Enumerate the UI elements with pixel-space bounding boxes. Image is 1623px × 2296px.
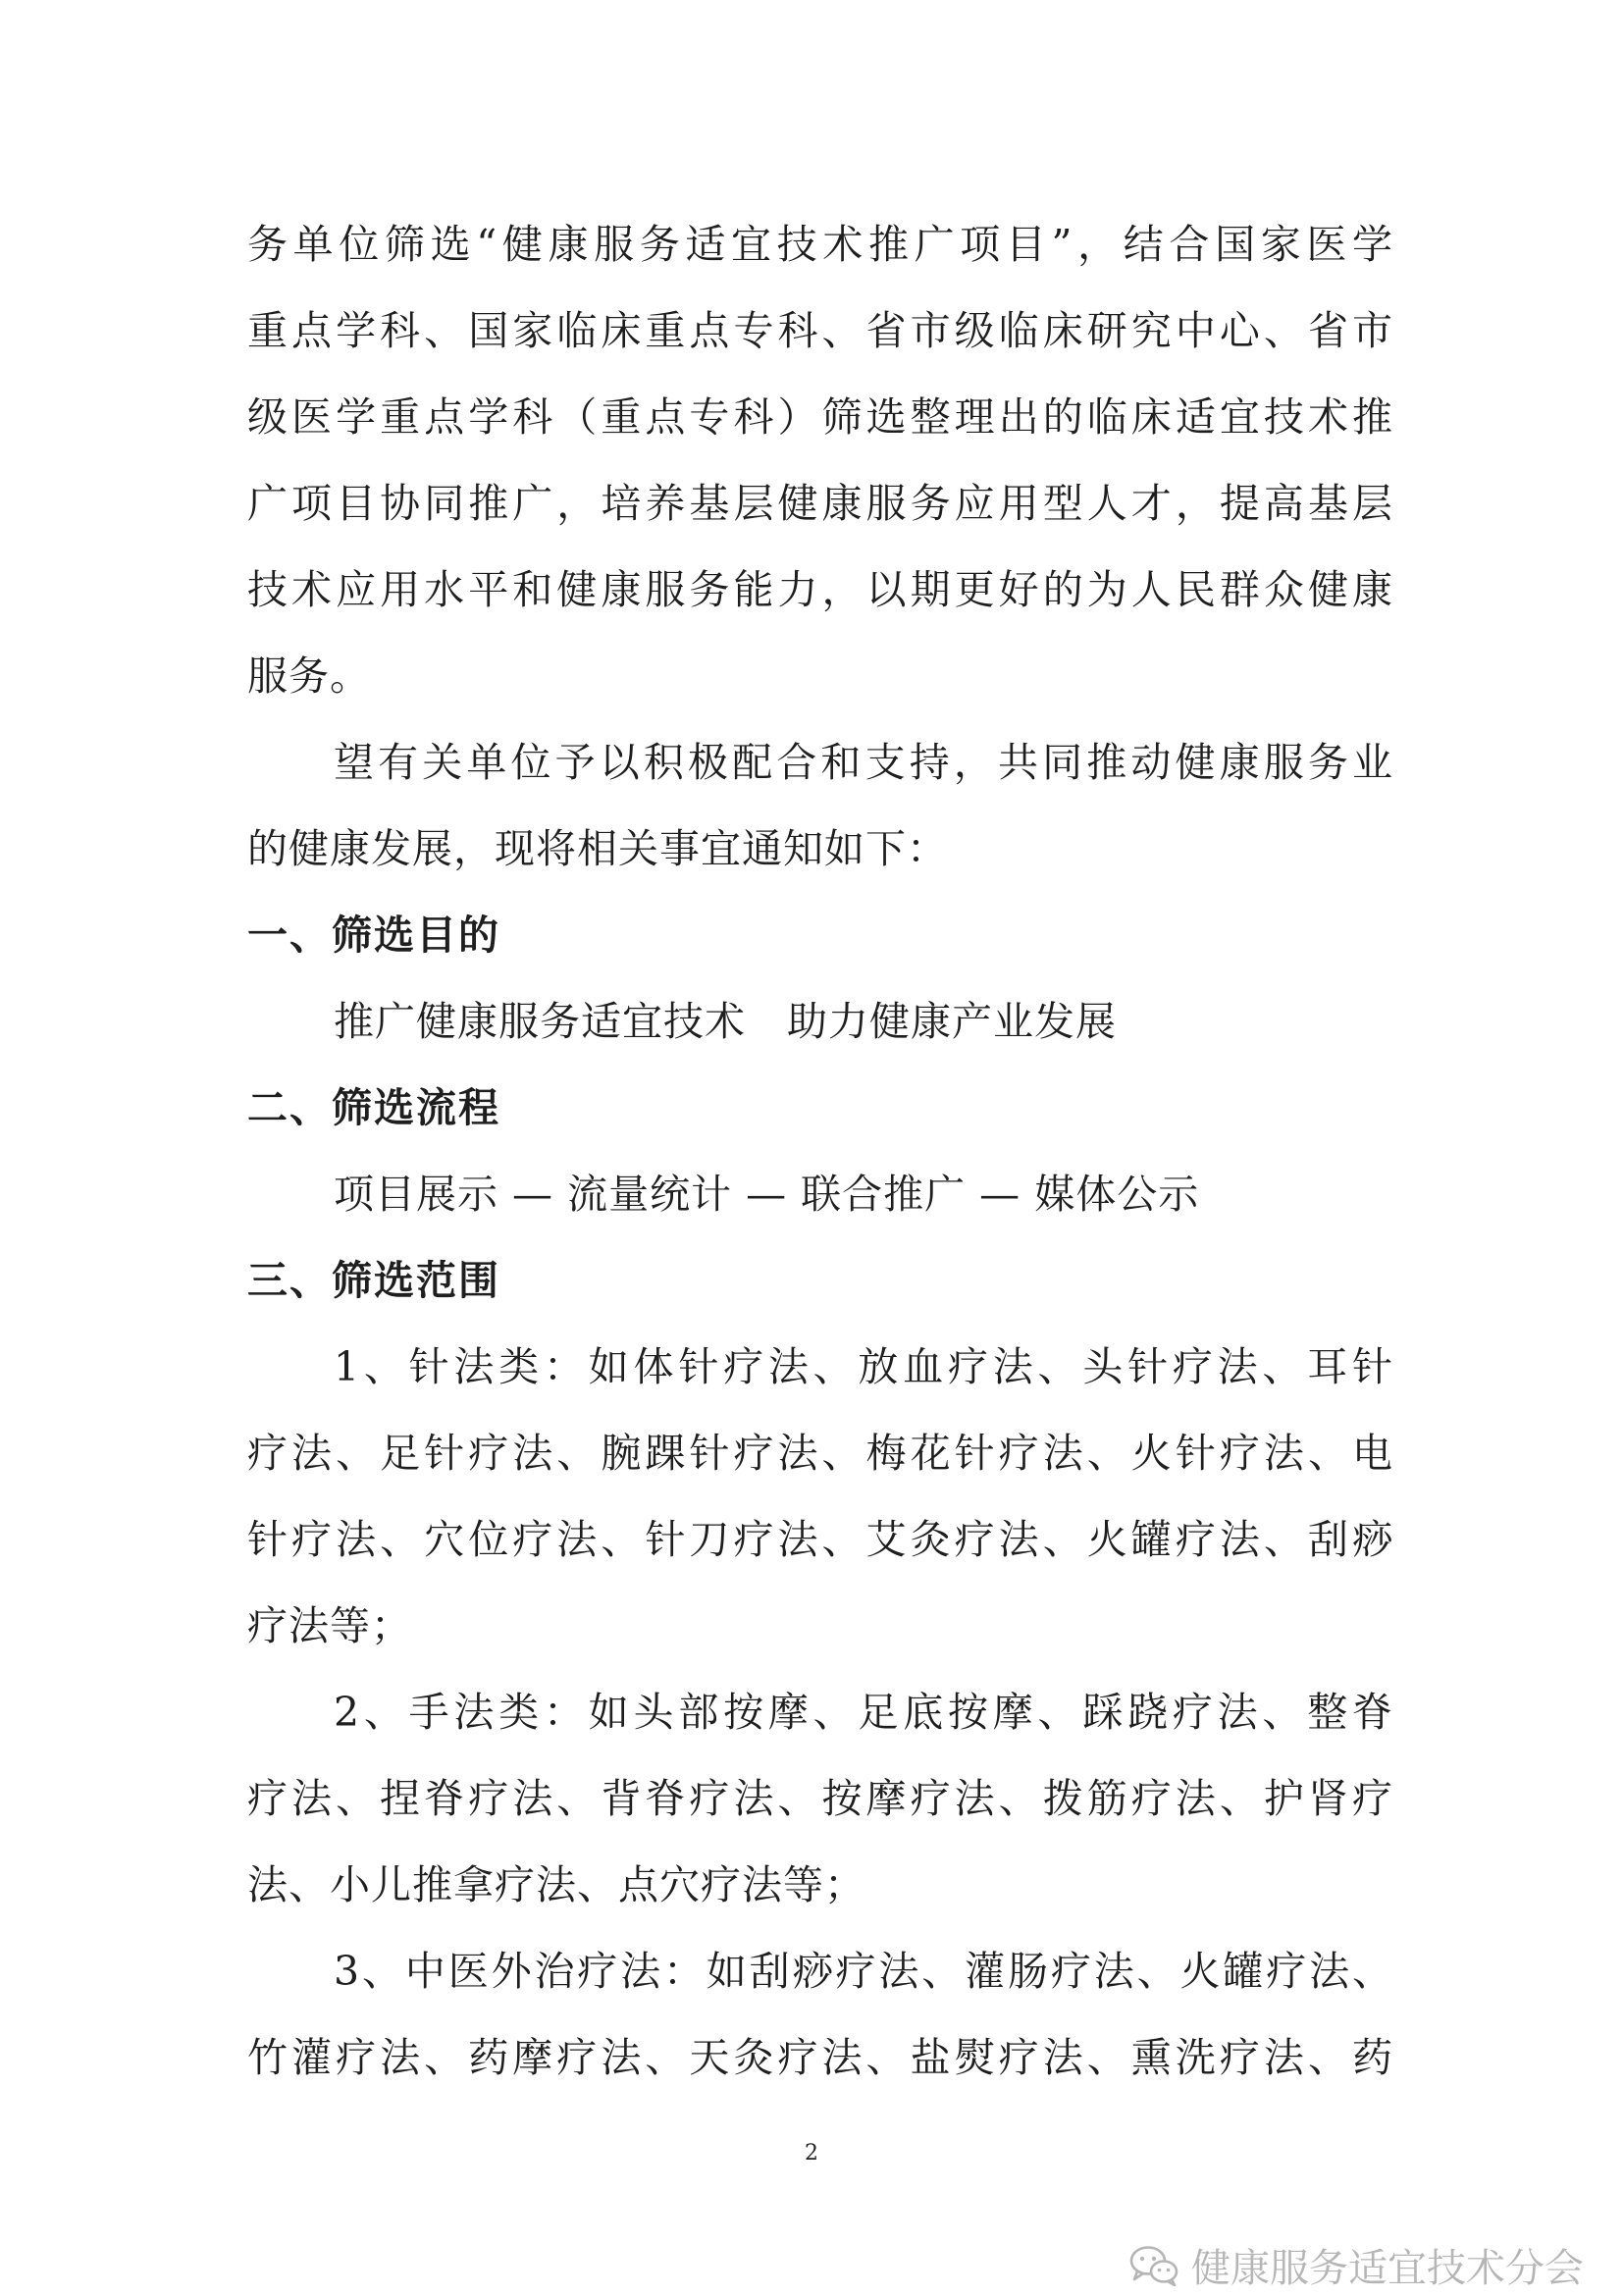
body-line: 重点学科、国家临床重点专科、省市级临床研究中心、省市 <box>247 307 1393 354</box>
body-line: 项目展示 — 流量统计 — 联合推广 — 媒体公示 <box>334 1171 1200 1218</box>
section-heading-purpose: 一、筛选目的 <box>247 912 500 959</box>
body-line: 法、小儿推拿疗法、点穴疗法等； <box>247 1861 865 1908</box>
body-line: 推广健康服务适宜技术 助力健康产业发展 <box>334 998 1117 1045</box>
body-line: 技术应用水平和健康服务能力，以期更好的为人民群众健康 <box>247 566 1393 613</box>
body-line: 服务。 <box>247 652 371 700</box>
body-line: 广项目协同推广，培养基层健康服务应用型人才，提高基层 <box>247 480 1393 527</box>
watermark-text: 健康服务适宜技术分会 <box>1191 2246 1584 2291</box>
body-line: 级医学重点学科（重点专科）筛选整理出的临床适宜技术推 <box>247 393 1393 441</box>
body-line: 疗法、足针疗法、腕踝针疗法、梅花针疗法、火针疗法、电 <box>247 1430 1393 1477</box>
page-number: 2 <box>805 2141 818 2166</box>
body-line: 疗法、捏脊疗法、背脊疗法、按摩疗法、拨筋疗法、护肾疗 <box>247 1775 1393 1822</box>
section-heading-process: 二、筛选流程 <box>247 1084 500 1131</box>
body-line: 竹灌疗法、药摩疗法、天灸疗法、盐熨疗法、熏洗疗法、药 <box>247 2034 1393 2081</box>
body-line: 望有关单位予以积极配合和支持，共同推动健康服务业 <box>334 739 1393 786</box>
wechat-icon <box>1128 2245 1179 2286</box>
body-line: 3、中医外治疗法：如刮痧疗法、灌肠疗法、火罐疗法、 <box>334 1948 1393 1995</box>
body-line: 疗法等； <box>247 1602 412 1649</box>
body-line: 的健康发展，现将相关事宜通知如下： <box>247 825 948 872</box>
body-line: 1、针法类：如体针疗法、放血疗法、头针疗法、耳针 <box>334 1343 1393 1390</box>
section-heading-scope: 三、筛选范围 <box>247 1257 500 1304</box>
document-body <box>247 201 1393 2101</box>
body-line: 2、手法类：如头部按摩、足底按摩、踩跷疗法、整脊 <box>334 1689 1393 1736</box>
body-line: 针疗法、穴位疗法、针刀疗法、艾灸疗法、火罐疗法、刮痧 <box>247 1516 1393 1563</box>
watermark <box>1128 2237 1584 2293</box>
body-line: 务单位筛选“健康服务适宜技术推广项目”，结合国家医学 <box>247 221 1393 268</box>
